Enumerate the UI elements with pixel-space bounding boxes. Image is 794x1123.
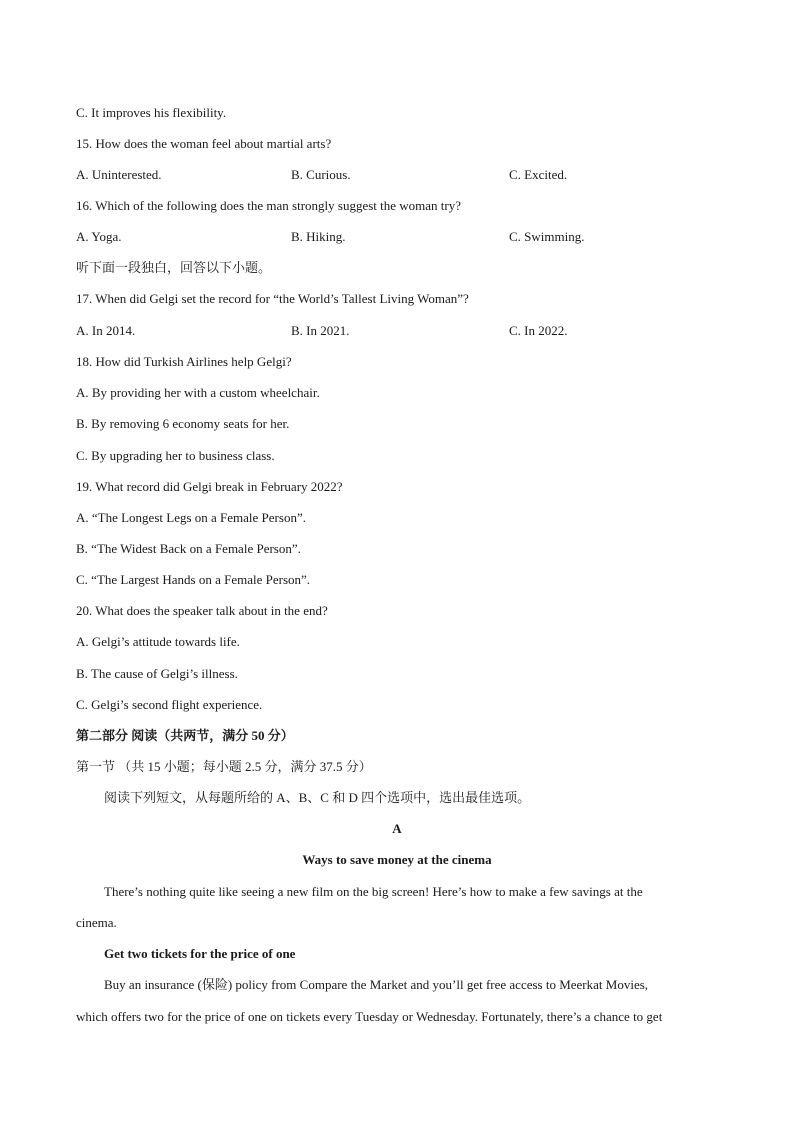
q17-question: 17. When did Gelgi set the record for “the World’s Tallest Living Woman”? <box>76 291 469 306</box>
q17-option-a: A. In 2014. <box>76 323 136 338</box>
intro-line-2: cinema. <box>76 915 117 930</box>
q15-question: 15. How does the woman feel about martial arts? <box>76 136 332 151</box>
q18-option-a: A. By providing her with a custom wheelchair. <box>76 385 320 400</box>
paragraph-line-2: which offers two for the price of one on tickets every Tuesday or Wednesday. Fortunately, there’s a chance to get <box>76 1009 663 1024</box>
q15-option-b: B. Curious. <box>291 167 351 182</box>
passage-label: A <box>392 821 402 836</box>
passage-title: Ways to save money at the cinema <box>302 852 492 867</box>
q16-question: 16. Which of the following does the man strongly suggest the woman try? <box>76 198 461 213</box>
q16-option-a: A. Yoga. <box>76 229 122 244</box>
q18-option-b: B. By removing 6 economy seats for her. <box>76 416 290 431</box>
q19-option-b: B. “The Widest Back on a Female Person”. <box>76 541 301 556</box>
q19-question: 19. What record did Gelgi break in February 2022? <box>76 479 343 494</box>
q16-option-c: C. Swimming. <box>509 229 585 244</box>
q16-option-b: B. Hiking. <box>291 229 346 244</box>
q18-question: 18. How did Turkish Airlines help Gelgi? <box>76 354 292 369</box>
q20-option-b: B. The cause of Gelgi’s illness. <box>76 666 238 681</box>
q17-option-b: B. In 2021. <box>291 323 350 338</box>
q20-question: 20. What does the speaker talk about in the end? <box>76 603 328 618</box>
section1-heading: 第一节 （共 15 小题；每小题 2.5 分，满分 37.5 分） <box>76 759 372 774</box>
q18-option-c: C. By upgrading her to business class. <box>76 448 275 463</box>
paragraph-line-1: Buy an insurance (保险) policy from Compare the Market and you’ll get free access to Meerkat Movies, <box>104 977 649 992</box>
reading-instruction: 阅读下列短文，从每题所给的 A、B、C 和 D 四个选项中，选出最佳选项。 <box>104 790 531 805</box>
intro-line-1: There’s nothing quite like seeing a new film on the big screen! Here’s how to make a few savings at the <box>104 884 643 899</box>
q14-option-c: C. It improves his flexibility. <box>76 105 227 120</box>
subheading: Get two tickets for the price of one <box>104 946 296 961</box>
part2-title: 第二部分 阅读（共两节，满分 50 分） <box>76 728 294 743</box>
q20-option-c: C. Gelgi’s second flight experience. <box>76 697 263 712</box>
q19-option-c: C. “The Largest Hands on a Female Person”. <box>76 572 311 587</box>
q17-option-c: C. In 2022. <box>509 323 568 338</box>
q20-option-a: A. Gelgi’s attitude towards life. <box>76 634 240 649</box>
monologue-instruction: 听下面一段独白，回答以下小题。 <box>76 260 272 275</box>
q15-option-a: A. Uninterested. <box>76 167 162 182</box>
q15-option-c: C. Excited. <box>509 167 568 182</box>
q19-option-a: A. “The Longest Legs on a Female Person”. <box>76 510 306 525</box>
